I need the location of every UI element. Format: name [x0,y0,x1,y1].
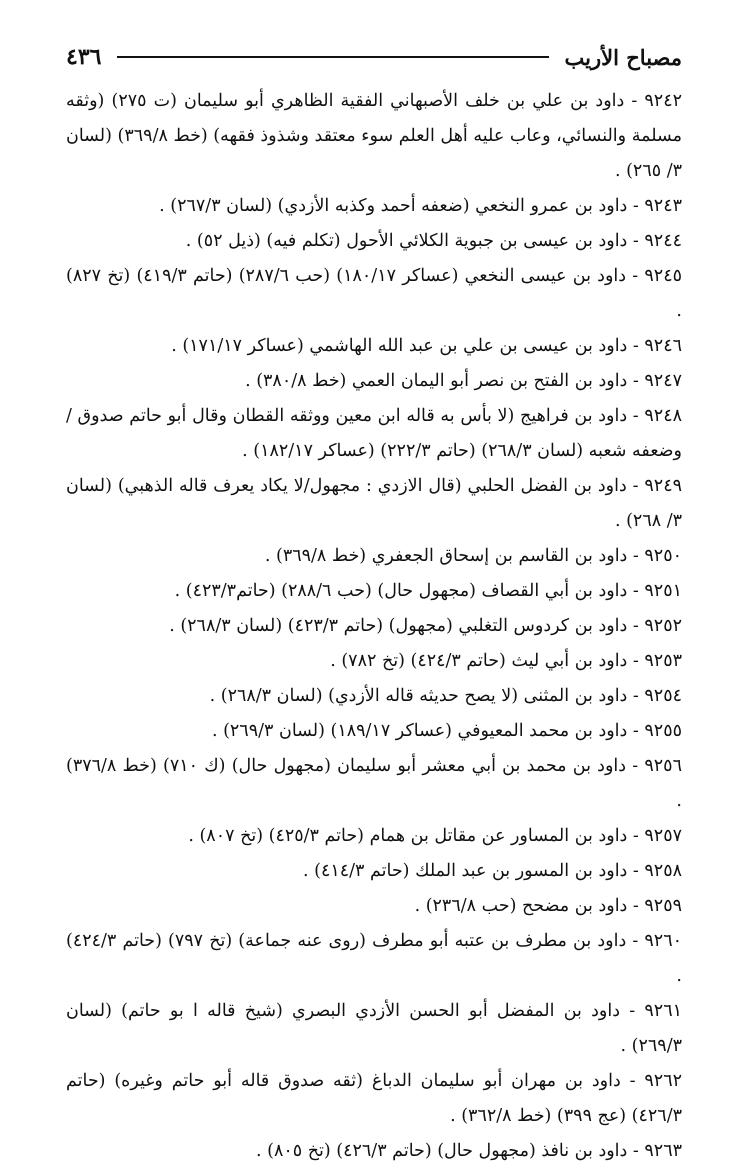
entry: ٩٢٥٧ - داود بن المساور عن مقاتل بن همام (حاتم ٤٢٥/٣) (تخ ٨٠٧) . [188,826,682,846]
entry: ٩٢٥١ - داود بن أبي القصاف (مجهول حال) (حب ٢٨٨/٦) (حاتم٤٢٣/٣) . [174,581,682,601]
entry: ٩٢٤٢ - داود بن علي بن خلف الأصبهاني الفقية الظاهري أبو سليمان (ت ٢٧٥) (وثقه مسلمة والنسائي، وعاب عليه أهل العلم سوء معتقد وشذوذ فقهه) (خط ٣٦٩/٨) (لسان ٣/ ٢٦٥) . [66,91,682,181]
entry: ٩٢٤٤ - داود بن عيسى بن جبوية الكلائي الأحول (تكلم فيه) (ذيل ٥٢) . [185,231,682,251]
entry: ٩٢٦٣ - داود بن نافذ (مجهول حال) (حاتم ٤٢٦/٣) (تخ ٨٠٥) . [256,1141,682,1161]
entry: ٩٢٤٨ - داود بن فراهيج (لا بأس به قاله ابن معين ووثقه القطان وقال أبو حاتم صدوق / وضعفه شعبه (لسان ٢٦٨/٣) (حاتم ٢٢٢/٣) (عساكر ١٨٢/١٧) . [66,406,682,461]
book-title: مصباح الأريب [564,44,682,70]
running-header [66,40,682,74]
entry: ٩٢٦١ - داود بن المفضل أبو الحسن الأزدي البصري (شيخ قاله ا بو حاتم) (لسان ٢٦٩/٣) . [66,1001,682,1056]
entry: ٩٢٦٠ - داود بن مطرف بن عتبه أبو مطرف (روى عنه جماعة) (تخ ٧٩٧) (حاتم ٤٢٤/٣) . [66,931,682,986]
entry: ٩٢٥٩ - داود بن مضحح (حب ٢٣٦/٨) . [414,896,682,916]
entry: ٩٢٤٦ - داود بن عيسى بن علي بن عبد الله الهاشمي (عساكر ١٧١/١٧) . [171,336,682,356]
entry: ٩٢٥٥ - داود بن محمد المعيوفي (عساكر ١٨٩/١٧) (لسان ٢٦٩/٣) . [211,721,682,741]
entry-list [66,84,682,1169]
entry: ٩٢٥٢ - داود بن كردوس التغلبي (مجهول) (حاتم ٤٢٣/٣) (لسان ٢٦٨/٣) . [169,616,682,636]
entry: ٩٢٥٣ - داود بن أبي ليث (حاتم ٤٢٤/٣) (تخ ٧٨٢) . [330,651,682,671]
entry: ٩٢٤٣ - داود بن عمرو النخعي (ضعفه أحمد وكذبه الأزدي) (لسان ٢٦٧/٣) . [159,196,682,216]
entry: ٩٢٥٦ - داود بن محمد بن أبي معشر أبو سليمان (مجهول حال) (ك ٧١٠) (خط ٣٧٦/٨) . [66,756,682,811]
entry: ٩٢٥٤ - داود بن المثنى (لا يصح حديثه قاله الأزدي) (لسان ٢٦٨/٣) . [209,686,682,706]
entry: ٩٢٤٧ - داود بن الفتح بن نصر أبو اليمان العمي (خط ٣٨٠/٨) . [245,371,682,391]
entry: ٩٢٤٥ - داود بن عيسى النخعي (عساكر ١٨٠/١٧) (حب ٢٨٧/٦) (حاتم ٤١٩/٣) (تخ ٨٢٧) . [66,266,682,321]
entry: ٩٢٥٨ - داود بن المسور بن عبد الملك (حاتم ٤١٤/٣) . [303,861,682,881]
entry: ٩٢٦٢ - داود بن مهران أبو سليمان الدباغ (ثقه صدوق قاله أبو حاتم وغيره) (حاتم ٤٢٦/٣) (عج ٣٩٩) (خط ٣٦٢/٨) . [66,1071,682,1126]
header-rule [117,56,548,58]
entry: ٩٢٥٠ - داود بن القاسم بن إسحاق الجعفري (خط ٣٦٩/٨) . [264,546,682,566]
entry: ٩٢٤٩ - داود بن الفضل الحلبي (قال الازدي : مجهول/لا يكاد يعرف قاله الذهبي) (لسان ٣/ ٢٦٨) . [66,476,682,531]
page-number: ٤٣٦ [66,44,102,70]
